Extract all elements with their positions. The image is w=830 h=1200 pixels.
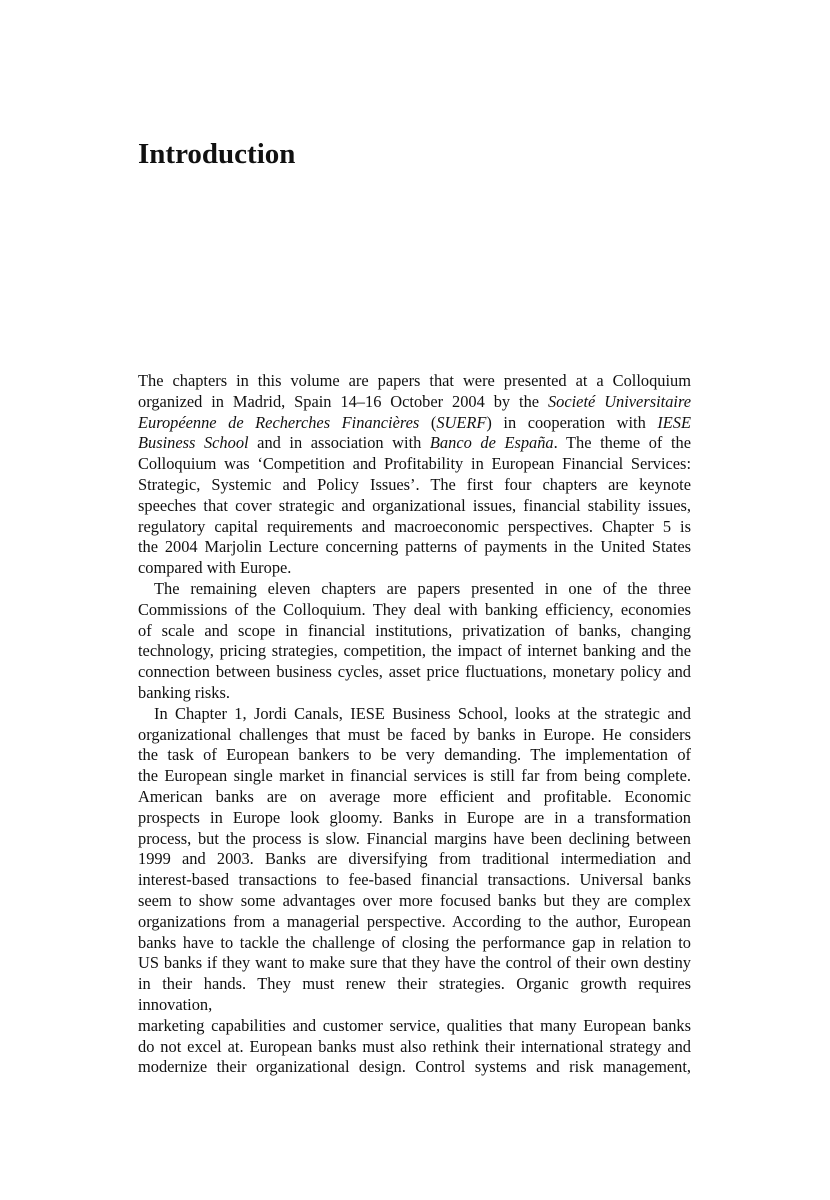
italic-text: Banco de España bbox=[429, 433, 554, 453]
text-segment: the task of European bankers to be very demanding. The implementation of bbox=[138, 745, 691, 765]
text-segment: the European single market in financial services is still far from being complete. bbox=[138, 766, 691, 786]
text-line bbox=[138, 725, 691, 746]
text-segment: in their hands. They must renew their strategies. Organic growth requires innovation, bbox=[138, 974, 691, 1014]
text-segment: ( bbox=[419, 412, 437, 432]
text-line bbox=[138, 870, 691, 891]
text-line bbox=[138, 683, 691, 704]
text-line bbox=[138, 475, 691, 496]
text-segment: organized in Madrid, Spain 14–16 October 2004 by the bbox=[138, 391, 548, 411]
text-segment: Colloquium was ‘Competition and Profitability in European Financial Services: bbox=[138, 454, 691, 474]
paragraph bbox=[138, 579, 691, 704]
paragraph bbox=[138, 371, 691, 579]
text-line bbox=[138, 933, 691, 954]
text-line bbox=[138, 392, 691, 413]
text-line bbox=[138, 891, 691, 912]
text-line bbox=[138, 454, 691, 475]
italic-text: Européenne de Recherches Financières bbox=[138, 412, 420, 432]
text-segment: The remaining eleven chapters are papers presented in one of the three bbox=[154, 578, 691, 598]
text-segment: regulatory capital requirements and macroeconomic perspectives. Chapter 5 is bbox=[138, 516, 691, 536]
text-segment: of scale and scope in financial institutions, privatization of banks, changing bbox=[138, 620, 691, 640]
text-line bbox=[138, 621, 691, 642]
text-line bbox=[138, 496, 691, 517]
text-segment: do not excel at. European banks must also rethink their international strategy and bbox=[138, 1036, 691, 1056]
text-line bbox=[138, 829, 691, 850]
text-line bbox=[138, 912, 691, 933]
text-segment: the 2004 Marjolin Lecture concerning patterns of payments in the United States bbox=[138, 537, 691, 557]
text-segment: The chapters in this volume are papers that were presented at a Colloquium bbox=[138, 371, 691, 390]
text-line bbox=[138, 704, 691, 725]
text-segment: banks have to tackle the challenge of closing the performance gap in relation to bbox=[138, 932, 691, 952]
text-line bbox=[138, 1057, 691, 1078]
text-line bbox=[138, 641, 691, 662]
text-segment: . The theme of the bbox=[553, 433, 691, 453]
text-segment: speeches that cover strategic and organizational issues, financial stability issues, bbox=[138, 495, 691, 515]
text-segment: prospects in Europe look gloomy. Banks in Europe are in a transformation bbox=[138, 807, 691, 827]
text-segment: 1999 and 2003. Banks are diversifying from traditional intermediation and bbox=[138, 849, 691, 869]
text-segment: modernize their organizational design. Control systems and risk management, bbox=[138, 1057, 691, 1077]
chapter-title: Introduction bbox=[138, 138, 296, 170]
text-line bbox=[138, 745, 691, 766]
italic-text: Societé Universitaire bbox=[547, 391, 691, 411]
text-line bbox=[138, 1037, 691, 1058]
text-line bbox=[138, 371, 691, 392]
text-segment: seem to show some advantages over more focused banks but they are complex bbox=[138, 890, 691, 910]
body-text bbox=[138, 371, 691, 1078]
italic-text: SUERF bbox=[436, 412, 487, 432]
text-line bbox=[138, 413, 691, 434]
text-segment: In Chapter 1, Jordi Canals, IESE Business School, looks at the strategic and bbox=[154, 703, 691, 723]
text-segment: American banks are on average more efficient and profitable. Economic bbox=[138, 786, 691, 806]
text-segment: Commissions of the Colloquium. They deal with banking efficiency, economies bbox=[138, 599, 691, 619]
text-segment: organizations from a managerial perspective. According to the author, European bbox=[138, 911, 691, 931]
text-segment: US banks if they want to make sure that they have the control of their own destiny bbox=[138, 953, 691, 973]
text-line bbox=[138, 1016, 691, 1037]
text-segment: marketing capabilities and customer service, qualities that many European banks bbox=[138, 1015, 691, 1035]
paragraph bbox=[138, 704, 691, 1078]
text-segment: connection between business cycles, asset price fluctuations, monetary policy and bbox=[138, 662, 691, 682]
text-line bbox=[138, 849, 691, 870]
text-line bbox=[138, 766, 691, 787]
italic-text: Business School bbox=[138, 433, 249, 453]
text-segment: banking risks. bbox=[138, 682, 230, 702]
text-line bbox=[138, 787, 691, 808]
text-segment: ) in cooperation with bbox=[486, 412, 658, 432]
text-segment: Strategic, Systemic and Policy Issues’. The first four chapters are keynote bbox=[138, 474, 691, 494]
text-segment: interest-based transactions to fee-based financial transactions. Universal banks bbox=[138, 870, 691, 890]
text-line bbox=[138, 953, 691, 974]
text-line bbox=[138, 662, 691, 683]
text-line bbox=[138, 974, 691, 1016]
text-line bbox=[138, 579, 691, 600]
text-line bbox=[138, 808, 691, 829]
text-line bbox=[138, 517, 691, 538]
text-segment: and in association with bbox=[248, 433, 430, 453]
text-line bbox=[138, 600, 691, 621]
text-segment: process, but the process is slow. Financial margins have been declining between bbox=[138, 828, 691, 848]
italic-text: IESE bbox=[657, 412, 692, 432]
text-segment: compared with Europe. bbox=[138, 558, 292, 578]
text-line bbox=[138, 433, 691, 454]
text-segment: organizational challenges that must be faced by banks in Europe. He considers bbox=[138, 724, 691, 744]
text-line bbox=[138, 537, 691, 558]
text-segment: technology, pricing strategies, competition, the impact of internet banking and the bbox=[138, 641, 691, 661]
text-line bbox=[138, 558, 691, 579]
